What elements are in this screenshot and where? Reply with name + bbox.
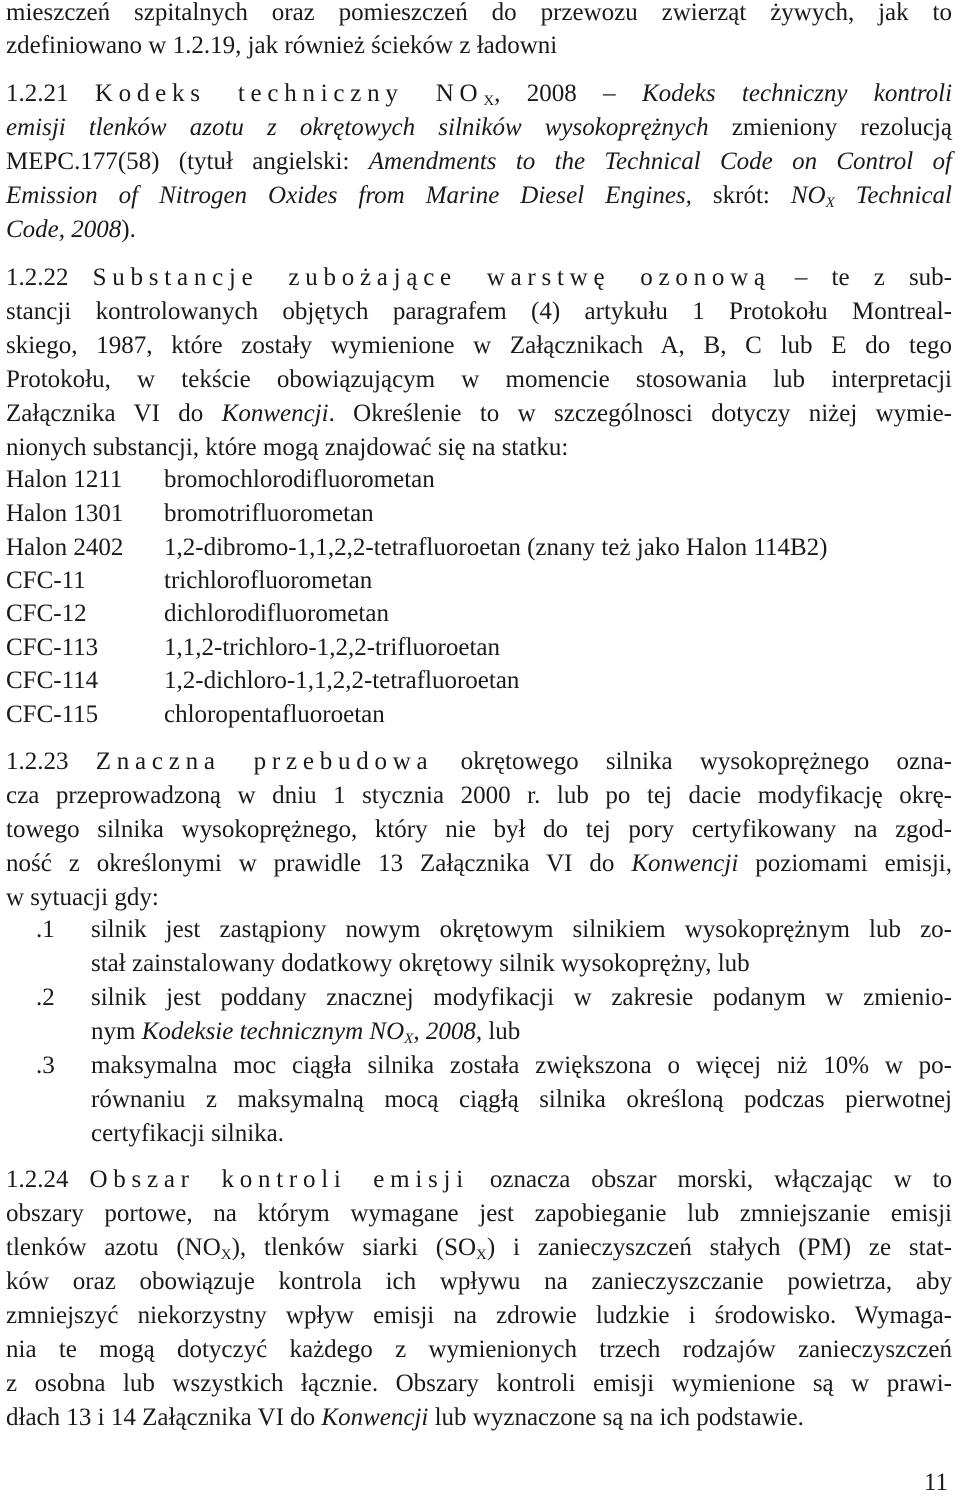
defined-term: Kodeks techniczny NO	[94, 80, 484, 107]
substance-name: 1,1,2-trichloro-1,2,2-trifluoroetan	[164, 634, 501, 661]
substance-code: Halon 1211	[6, 466, 123, 493]
text-line: stancji kontrolowanych objętych paragrafem (4) artykułu 1 Protokołu Montreal-	[6, 298, 952, 325]
text-line: MEPC.177(58) (tytuł angielski: Amendments to the Technical Code on Control of	[6, 148, 952, 175]
substance-code: CFC-11	[6, 567, 86, 594]
substance-row	[6, 497, 374, 530]
substance-code: CFC-113	[6, 634, 99, 661]
substance-row	[6, 463, 435, 496]
definition-1-2-22: 1.2.22 Substancje zubożające warstwę ozonową – te z sub-	[6, 264, 953, 291]
defined-term: Znaczna przebudowa	[95, 748, 434, 775]
list-marker: .2	[36, 984, 55, 1011]
text-line: emisji tlenków azotu z okrętowych silników wysokoprężnych zmieniony rezolucją	[6, 114, 952, 141]
text-line: towego silnika wysokoprężnego, który nie był do tej pory certyfikowany na zgod-	[6, 816, 952, 843]
text-line: Protokołu, w tekście obowiązującym w momencie stosowania lub interpretacji	[6, 366, 952, 393]
text-line: w sytuacji gdy:	[6, 884, 159, 911]
definition-1-2-23: 1.2.23 Znaczna przebudowa okrętowego silnika wysokoprężnego ozna-	[6, 748, 952, 775]
text-line: ków oraz obowiązuje kontrola ich wpływu na zanieczyszczanie powietrza, aby	[6, 1268, 952, 1295]
substance-code: Halon 2402	[6, 534, 124, 561]
list-item-text: certyfikacji silnika.	[91, 1120, 284, 1147]
substance-code: CFC-12	[6, 600, 87, 627]
text-line: ność z określonymi w prawidle 13 Załącznika VI do Konwencji poziomami emisji,	[6, 850, 952, 877]
text-line: mieszczeń szpitalnych oraz pomieszczeń do przewozu zwierząt żywych, jak to	[6, 0, 952, 26]
list-item-text: równaniu z maksymalną mocą ciągłą silnika określoną podczas pierwotnej	[91, 1086, 952, 1113]
substance-row	[6, 698, 385, 731]
list-item-text: maksymalna moc ciągła silnika została zwiększona o więcej niż 10% w po-	[91, 1052, 952, 1079]
list-item-text: nym Kodeksie technicznym $NO_X$, 2008, lub	[91, 1018, 521, 1047]
text-line: z osobna lub wszystkich łącznie. Obszary kontroli emisji wymienione są w prawi-	[6, 1370, 952, 1397]
text-line: zdefiniowano w 1.2.19, jak również ścieków z ładowni	[6, 32, 558, 59]
substance-name: bromochlorodifluorometan	[164, 466, 435, 493]
substance-row	[6, 564, 372, 597]
substance-row	[6, 631, 500, 664]
substance-name: bromotrifluorometan	[164, 500, 374, 527]
text-line: zmniejszyć niekorzystny wpływ emisji na zdrowie ludzkie i środowisko. Wymaga-	[6, 1302, 952, 1329]
definition-1-2-24: 1.2.24 Obszar kontroli emisji oznacza obszar morski, włączając w to	[6, 1166, 953, 1193]
text-line: dłach 13 i 14 Załącznika VI do Konwencji lub wyznaczone są na ich podstawie.	[6, 1404, 804, 1431]
substance-name: dichlorodifluorometan	[164, 600, 389, 627]
definition-1-2-21: 1.2.21 Kodeks techniczny $NO_X$, 2008 – Kodeks techniczny kontroli	[6, 80, 953, 109]
text-line: Załącznika VI do Konwencji. Określenie to w szczególnosci dotyczy niżej wymie-	[6, 400, 952, 427]
text-line: skiego, 1987, które zostały wymienione w Załącznikach A, B, C lub E do tego	[6, 332, 952, 359]
text-line: Code, 2008).	[6, 216, 136, 243]
substance-code: CFC-115	[6, 701, 99, 728]
section-number: 1.2.23	[6, 748, 69, 775]
substance-name: trichlorofluorometan	[164, 567, 373, 594]
substance-code: CFC-114	[6, 667, 99, 694]
substance-name: 1,2-dibromo-1,1,2,2-tetrafluoroetan (znany też jako Halon 114B2)	[164, 534, 828, 561]
list-item-text: silnik jest zastąpiony nowym okrętowym silnikiem wysokoprężnym lub zo-	[91, 916, 952, 943]
text-line: nionych substancji, które mogą znajdować się na statku:	[6, 434, 569, 461]
substance-row	[6, 531, 827, 564]
section-number: 1.2.22	[6, 264, 69, 291]
list-marker: .3	[36, 1052, 55, 1079]
section-number: 1.2.24	[6, 1166, 69, 1193]
substance-name: chloropentafluoroetan	[164, 701, 385, 728]
defined-term: Obszar kontroli emisji	[89, 1166, 469, 1193]
section-number: 1.2.21	[6, 80, 69, 107]
text-line: tlenków azotu $(NO_X)$, tlenków siarki $(SO_X)$ i zanieczyszczeń stałych (PM) ze stat-	[6, 1234, 952, 1263]
text-line: cza przeprowadzoną w dniu 1 stycznia 2000 r. lub po tej dacie modyfikację okrę-	[6, 782, 952, 809]
defined-term: Substancje zubożające warstwę ozonową	[92, 264, 771, 291]
page-number: 11	[923, 1469, 948, 1496]
substance-code: Halon 1301	[6, 500, 124, 527]
list-item-text: stał zainstalowany dodatkowy okrętowy silnik wysokoprężny, lub	[91, 950, 750, 977]
list-item-text: silnik jest poddany znacznej modyfikacji w zakresie podanym w zmienio-	[91, 984, 952, 1011]
substance-name: 1,2-dichloro-1,1,2,2-tetrafluoroetan	[164, 667, 520, 694]
substance-row	[6, 664, 519, 697]
text-line: Emission of Nitrogen Oxides from Marine Diesel Engines, skrót: $NO_X$ Technical	[6, 182, 953, 211]
text-line: nia te mogą dotyczyć każdego z wymienionych trzech rodzajów zanieczyszczeń	[6, 1336, 952, 1363]
substance-row	[6, 597, 389, 630]
list-marker: .1	[36, 916, 55, 943]
text-line: obszary portowe, na którym wymagane jest zapobieganie lub zmniejszanie emisji	[6, 1200, 952, 1227]
